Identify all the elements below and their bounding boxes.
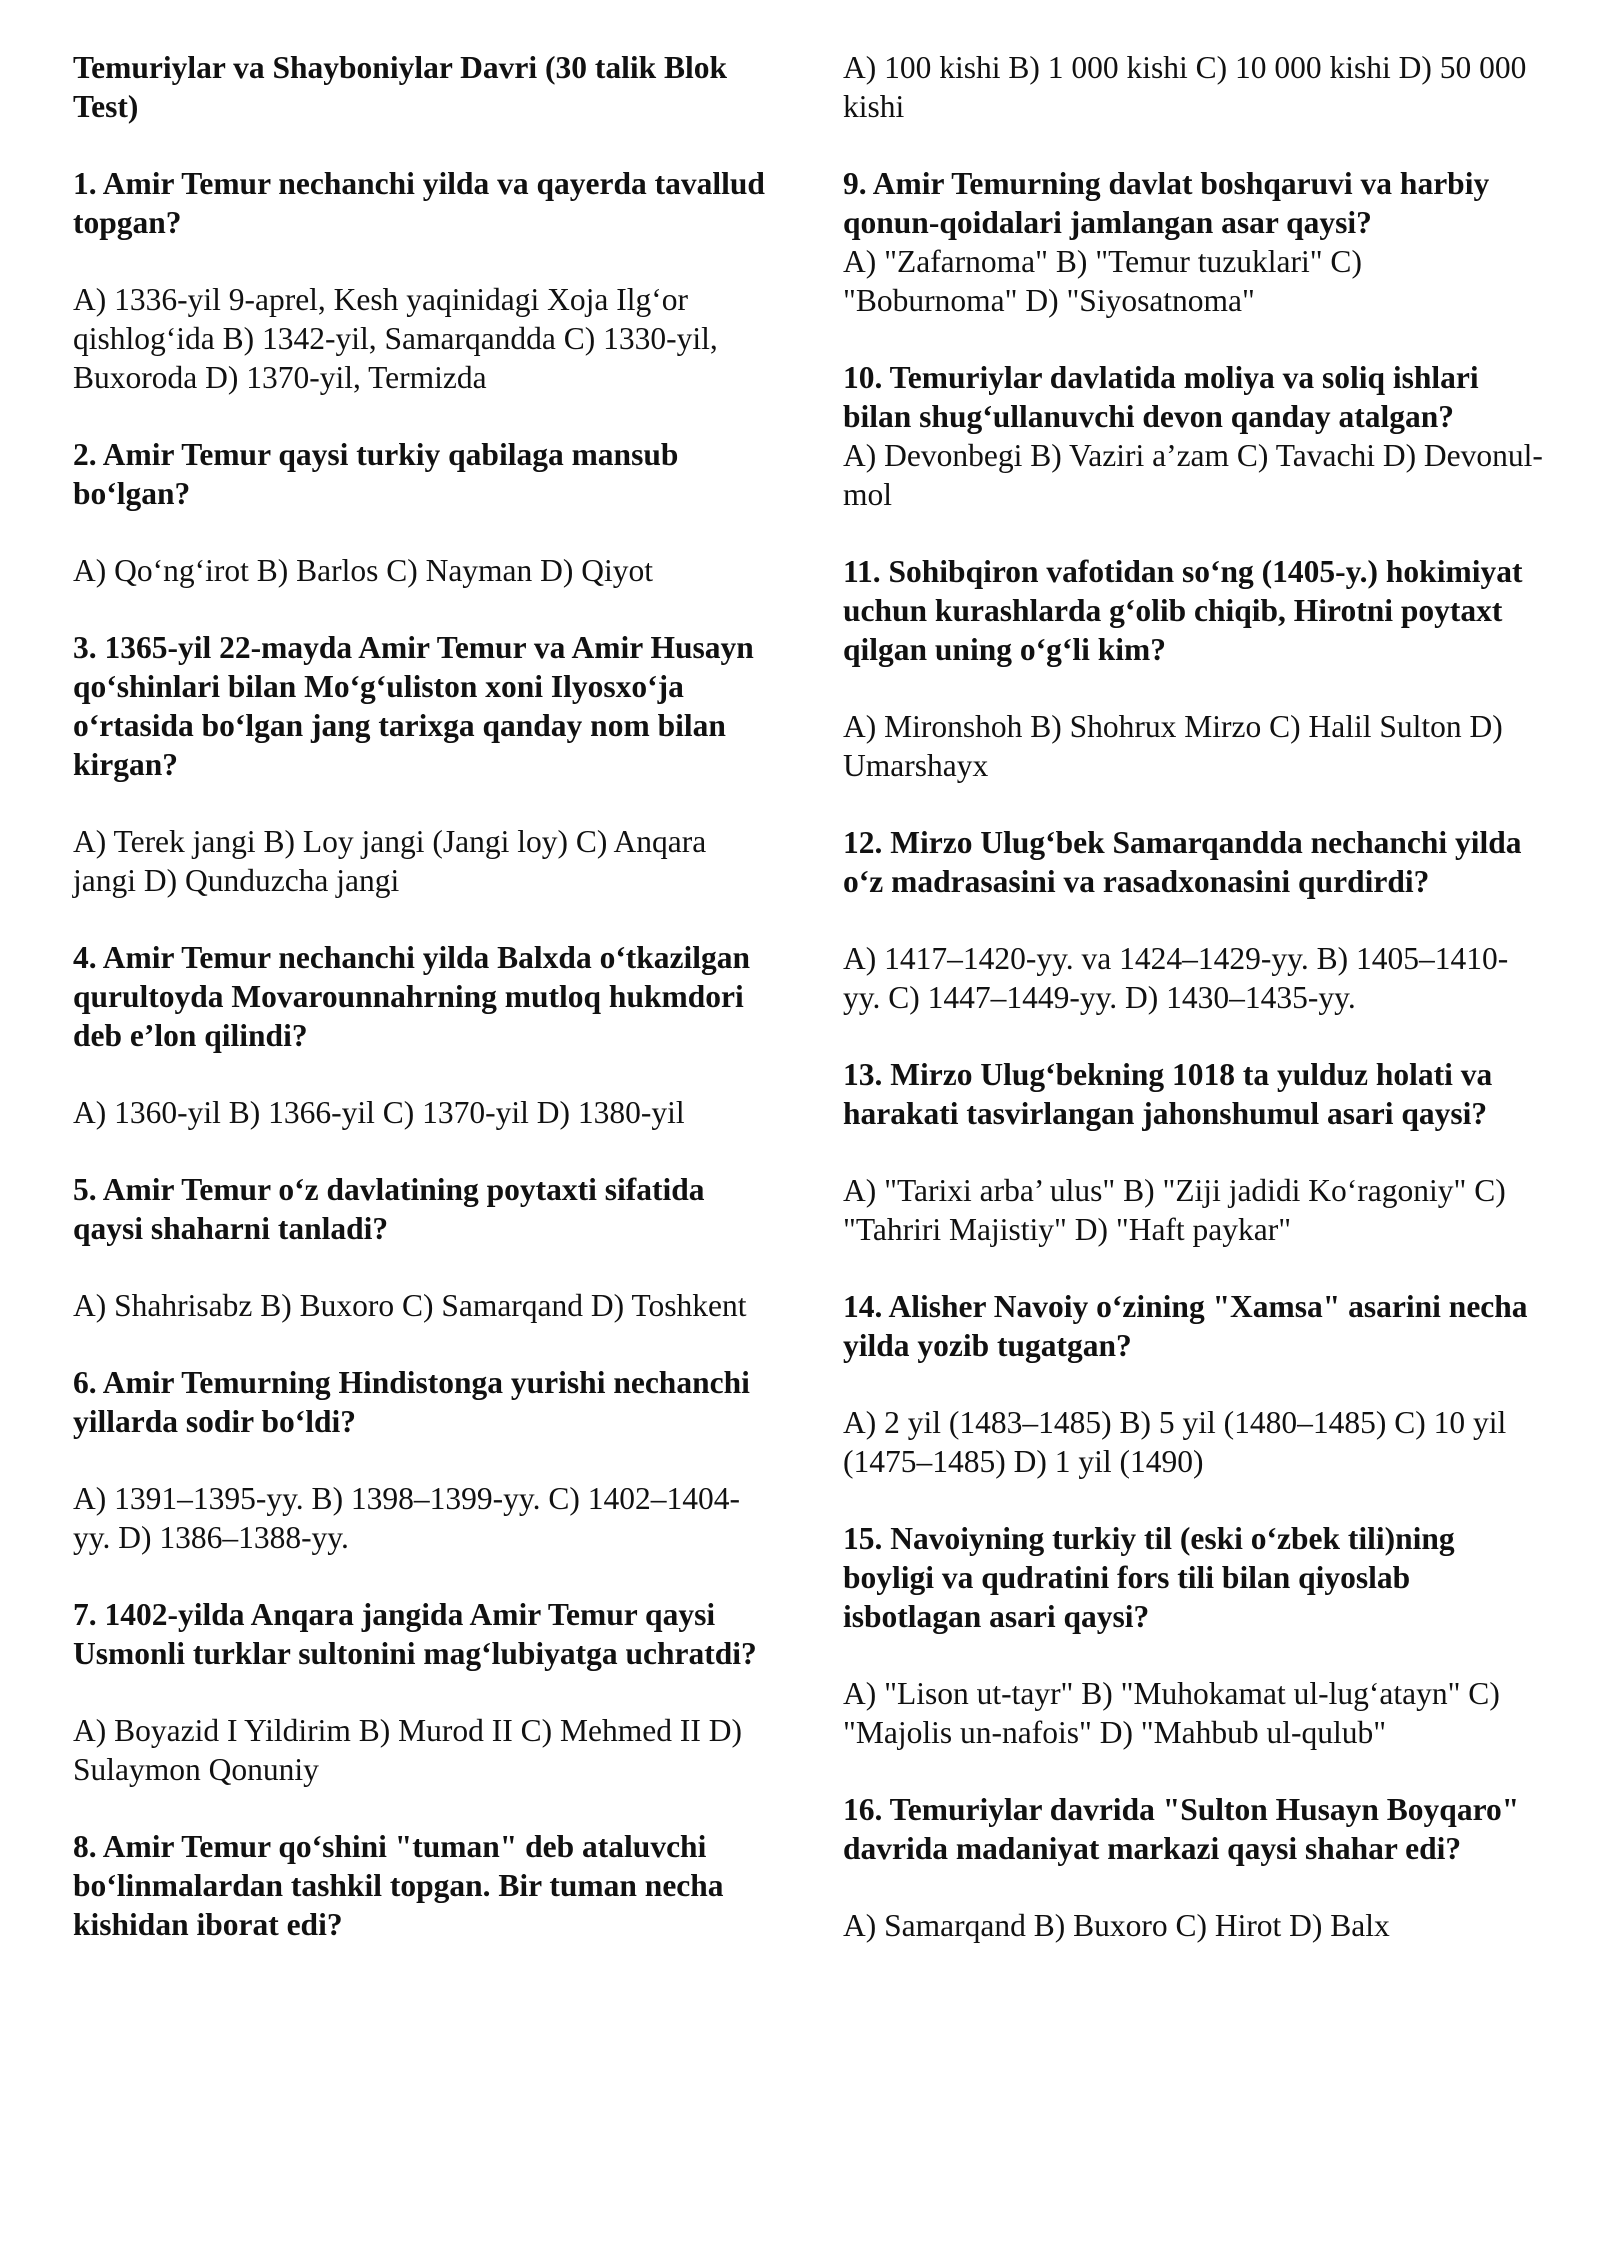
question-text: 10. Temuriylar davlatida moliya va soliq ishlari bilan shug‘ullanuvchi devon qanday atalgan?: [843, 360, 1479, 434]
question-options: A) Samarqand B) Buxoro C) Hirot D) Balx: [843, 1908, 1390, 1943]
question-text: 9. Amir Temurning davlat boshqaruvi va harbiy qonun-qoidalari jamlangan asar qaysi?: [843, 166, 1490, 240]
question-options: A) 1417–1420-yy. va 1424–1429-yy. B) 1405–1410-yy. C) 1447–1449-yy. D) 1430–1435-yy.: [843, 941, 1509, 1015]
question-3: [73, 628, 767, 900]
question-1: [73, 164, 767, 397]
question-4: [73, 938, 767, 1132]
question-16: [843, 1790, 1543, 1945]
question-text: 13. Mirzo Ulug‘bekning 1018 ta yulduz holati va harakati tasvirlangan jahonshumul asari qaysi?: [843, 1057, 1493, 1131]
question-text: 11. Sohibqiron vafotidan so‘ng (1405-y.) hokimiyat uchun kurashlarda g‘olib chiqib, Hirotni poytaxt qilgan uning o‘g‘li kim?: [843, 554, 1523, 667]
question-text: 8. Amir Temur qo‘shini "tuman" deb ataluvchi bo‘linmalardan tashkil topgan. Bir tuman necha kishidan iborat edi?: [73, 1829, 724, 1942]
question-text: 6. Amir Temurning Hindistonga yurishi nechanchi yillarda sodir bo‘ldi?: [73, 1365, 750, 1439]
right-column: [843, 48, 1543, 2208]
question-text: 16. Temuriylar davrida "Sulton Husayn Boyqaro" davrida madaniyat markazi qaysi shahar edi?: [843, 1792, 1520, 1866]
question-options: A) "Lison ut-tayr" B) "Muhokamat ul-lug‘atayn" C) "Majolis un-nafois" D) "Mahbub ul-qulub": [843, 1676, 1500, 1750]
question-options: A) Boyazid I Yildirim B) Murod II C) Mehmed II D) Sulaymon Qonuniy: [73, 1713, 742, 1787]
question-options: A) 1360-yil B) 1366-yil C) 1370-yil D) 1380-yil: [73, 1095, 685, 1130]
question-text: 5. Amir Temur o‘z davlatining poytaxti sifatida qaysi shaharni tanladi?: [73, 1172, 705, 1246]
question-options: A) 1391–1395-yy. B) 1398–1399-yy. C) 1402–1404-yy. D) 1386–1388-yy.: [73, 1481, 740, 1555]
question-14: [843, 1287, 1543, 1481]
question-12: [843, 823, 1543, 1017]
left-column: [73, 48, 767, 2208]
question-text: 7. 1402-yilda Anqara jangida Amir Temur qaysi Usmonli turklar sultonini mag‘lubiyatga uchratdi?: [73, 1597, 757, 1671]
question-text: 14. Alisher Navoiy o‘zining "Xamsa" asarini necha yilda yozib tugatgan?: [843, 1289, 1528, 1363]
question-8-options: A) 100 kishi B) 1 000 kishi C) 10 000 kishi D) 50 000 kishi: [843, 50, 1527, 124]
question-13: [843, 1055, 1543, 1249]
question-options: A) Qo‘ng‘irot B) Barlos C) Nayman D) Qiyot: [73, 553, 654, 588]
question-11: [843, 552, 1543, 785]
question-text: 1. Amir Temur nechanchi yilda va qayerda tavallud topgan?: [73, 166, 765, 240]
question-options: A) Shahrisabz B) Buxoro C) Samarqand D) Toshkent: [73, 1288, 747, 1323]
question-options: A) "Zafarnoma" B) "Temur tuzuklari" C) "Boburnoma" D) "Siyosatnoma": [843, 244, 1362, 318]
question-options: A) Mironshoh B) Shohrux Mirzo C) Halil Sulton D) Umarshayx: [843, 709, 1503, 783]
question-6: [73, 1363, 767, 1557]
question-text: 4. Amir Temur nechanchi yilda Balxda o‘tkazilgan qurultoyda Movarounnahrning mutloq hukmdori deb e’lon qilindi?: [73, 940, 751, 1053]
question-options: A) Terek jangi B) Loy jangi (Jangi loy) C) Anqara jangi D) Qunduzcha jangi: [73, 824, 707, 898]
question-8: [73, 1827, 767, 1944]
question-2: [73, 435, 767, 590]
question-options: A) 2 yil (1483–1485) B) 5 yil (1480–1485) C) 10 yil (1475–1485) D) 1 yil (1490): [843, 1405, 1507, 1479]
question-text: 3. 1365-yil 22-mayda Amir Temur va Amir Husayn qo‘shinlari bilan Mo‘g‘uliston xoni Ilyosxo‘ja o‘rtasida bo‘lgan jang tarixga qanday nom bilan kirgan?: [73, 630, 754, 782]
question-text: 15. Navoiyning turkiy til (eski o‘zbek tili)ning boyligi va qudratini fors tili bilan qiyoslab isbotlagan asari qaysi?: [843, 1521, 1455, 1634]
question-5: [73, 1170, 767, 1325]
document-page: [73, 48, 1543, 2208]
question-10: [843, 358, 1543, 514]
question-options: A) Devonbegi B) Vaziri a’zam C) Tavachi D) Devonul-mol: [843, 438, 1543, 512]
question-text: 12. Mirzo Ulug‘bek Samarqandda nechanchi yilda o‘z madrasasini va rasadxonasini qurdirdi?: [843, 825, 1522, 899]
question-9: [843, 164, 1543, 320]
document-title: Temuriylar va Shayboniylar Davri (30 talik Blok Test): [73, 50, 728, 124]
question-15: [843, 1519, 1543, 1752]
question-text: 2. Amir Temur qaysi turkiy qabilaga mansub bo‘lgan?: [73, 437, 679, 511]
question-options: A) 1336-yil 9-aprel, Kesh yaqinidagi Xoja Ilg‘or qishlog‘ida B) 1342-yil, Samarqandda C) 1330-yil, Buxoroda D) 1370-yil, Termizda: [73, 282, 718, 395]
question-options: A) "Tarixi arba’ ulus" B) "Ziji jadidi Ko‘ragoniy" C) "Tahriri Majistiy" D) "Haft paykar": [843, 1173, 1506, 1247]
question-7: [73, 1595, 767, 1789]
